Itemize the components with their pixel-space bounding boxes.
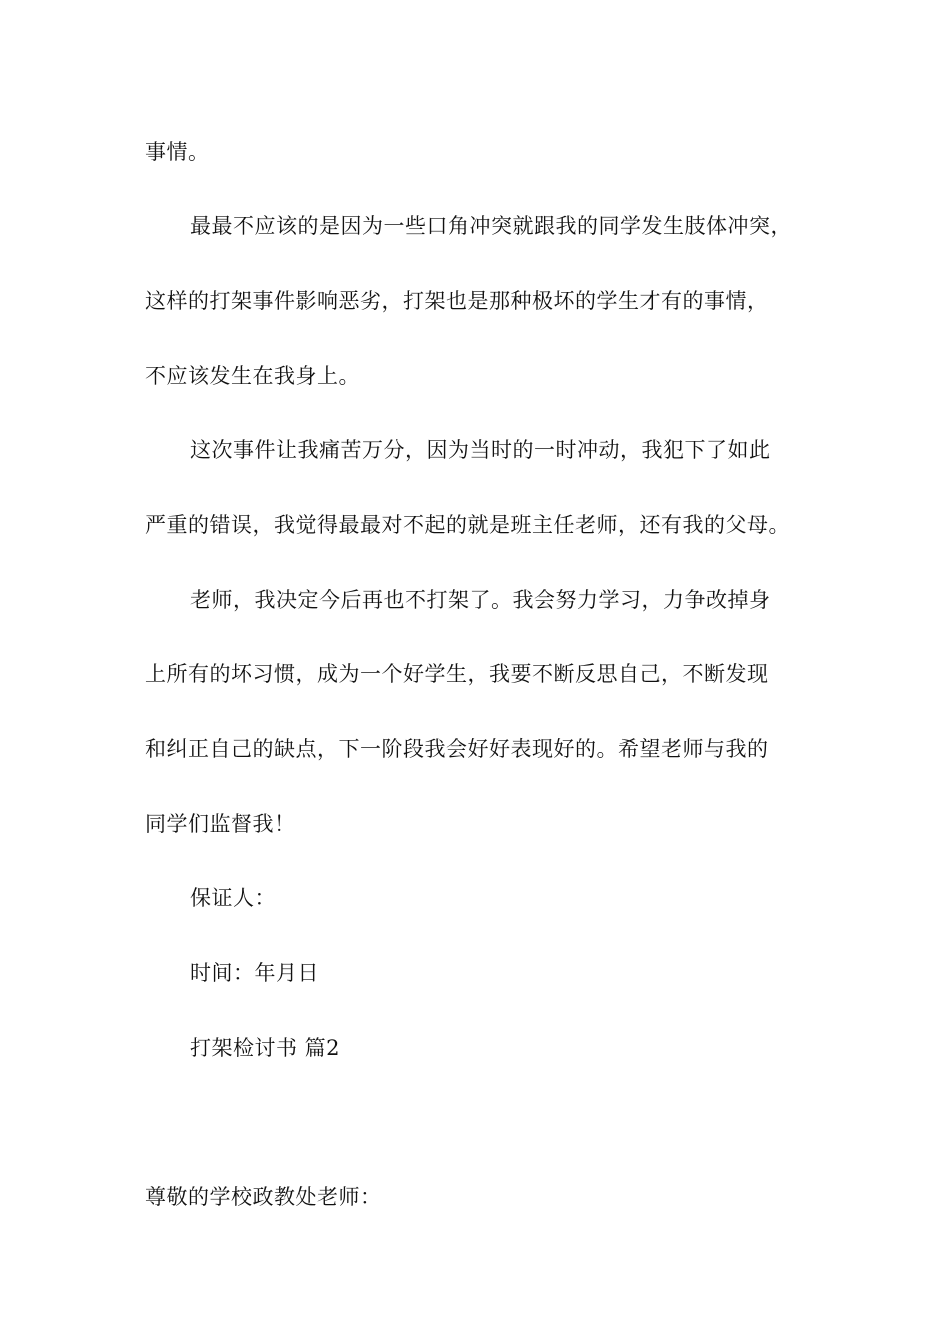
text-line: 事情。 (145, 140, 210, 164)
guarantor-label: 保证人： (190, 886, 276, 910)
text-line: 不应该发生在我身上。 (145, 364, 360, 388)
paragraph-start: 老师，我决定今后再也不打架了。我会努力学习，力争改掉身 (190, 588, 771, 612)
paragraph-start: 这次事件让我痛苦万分，因为当时的一时冲动，我犯下了如此 (190, 438, 771, 462)
paragraph-start: 最最不应该的是因为一些口角冲突就跟我的同学发生肢体冲突， (190, 214, 792, 238)
date-label: 时间：年月日 (190, 961, 319, 985)
text-line: 上所有的坏习惯，成为一个好学生，我要不断反思自己，不断发现 (145, 662, 769, 686)
text-line: 和纠正自己的缺点，下一阶段我会好好表现好的。希望老师与我的 (145, 737, 769, 761)
salutation: 尊敬的学校政教处老师： (145, 1185, 382, 1209)
section-heading: 打架检讨书 篇2 (190, 1036, 341, 1060)
text-line: 这样的打架事件影响恶劣，打架也是那种极坏的学生才有的事情， (145, 289, 769, 313)
text-line: 同学们监督我！ (145, 812, 296, 836)
text-line: 严重的错误，我觉得最最对不起的就是班主任老师，还有我的父母。 (145, 513, 790, 537)
